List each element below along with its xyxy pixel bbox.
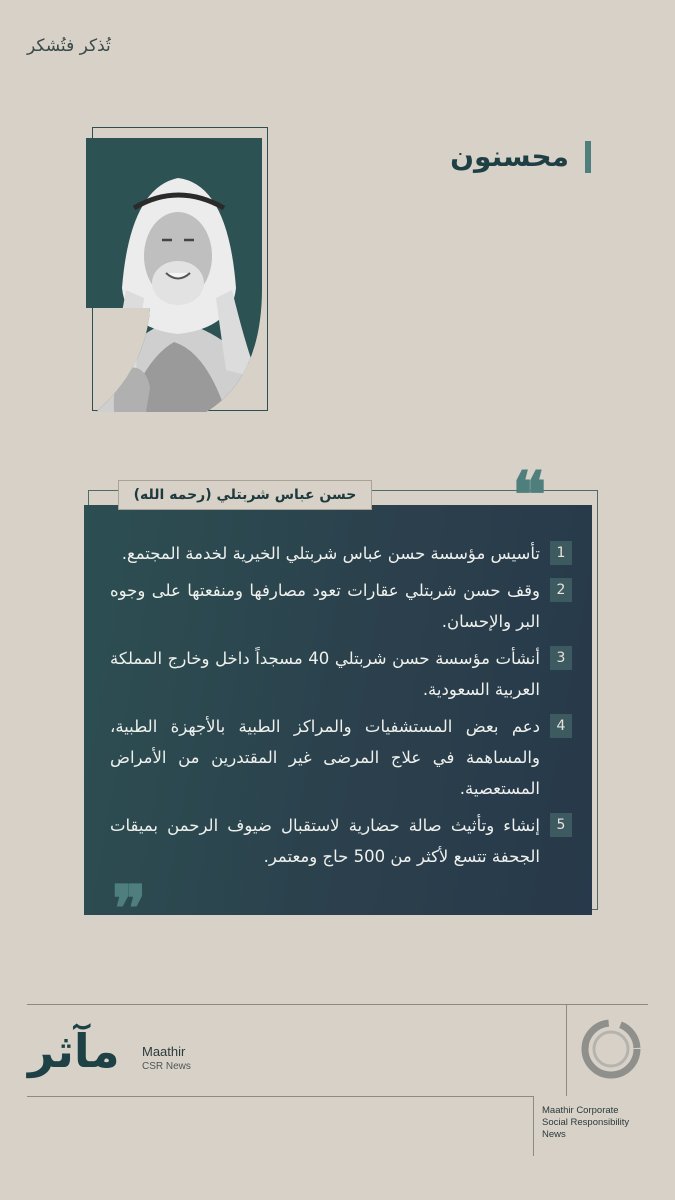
quote-open-icon: ❝ (512, 458, 547, 533)
list-item (110, 643, 572, 705)
corporate-line-1: Maathir Corporate (542, 1105, 619, 1116)
person-name: حسن عباس شربتلي (رحمه الله) (118, 480, 372, 510)
item-text: دعم بعض المستشفيات والمراكز الطبية بالأجهزة الطبية، والمساهمة في علاج المرضى غير المقتدرين من الأمراض المستعصية. (110, 717, 540, 798)
item-text: إنشاء وتأثيث صالة حضارية لاستقبال ضيوف الرحمن بميقات الجحفة تتسع لأكثر من 500 حاج ومعتمر. (110, 816, 540, 866)
item-number: 4 (550, 714, 572, 738)
item-text: وقف حسن شربتلي عقارات تعود مصارفها ومنفعتها على وجوه البر والإحسان. (110, 581, 540, 631)
ring-logo-icon (580, 1018, 642, 1080)
item-number: 3 (550, 646, 572, 670)
corporate-label (542, 1105, 662, 1141)
title-accent-bar (585, 141, 591, 173)
corporate-line-2: Social Responsibility (542, 1117, 630, 1128)
item-text: أنشأت مؤسسة حسن شربتلي 40 مسجداً داخل وخارج المملكة العربية السعودية. (110, 649, 540, 699)
page-title: محسنون (450, 140, 569, 173)
list-item (110, 711, 572, 804)
item-text: تأسيس مؤسسة حسن عباس شربتلي الخيرية لخدمة المجتمع. (121, 544, 540, 563)
list-item (110, 538, 572, 569)
footer-divider-bottom (27, 1096, 533, 1097)
list-item (110, 810, 572, 872)
title-block (450, 140, 591, 173)
quote-close-icon: ❞ (112, 872, 147, 947)
footer-divider-top (27, 1004, 648, 1005)
logo-arabic: مآثر (28, 1024, 120, 1078)
footer-divider-vertical (566, 1004, 567, 1096)
tagline: تُذكر فتُشكر (27, 36, 111, 56)
logo-subtitle: CSR News (142, 1061, 191, 1072)
portrait-image (86, 138, 262, 412)
item-number: 1 (550, 541, 572, 565)
item-number: 5 (550, 813, 572, 837)
footer-divider-vertical-lower (533, 1096, 534, 1156)
corporate-line-3: News (542, 1129, 566, 1140)
achievements-list (110, 538, 572, 878)
logo-english: Maathir (142, 1044, 186, 1059)
item-number: 2 (550, 578, 572, 602)
list-item (110, 575, 572, 637)
